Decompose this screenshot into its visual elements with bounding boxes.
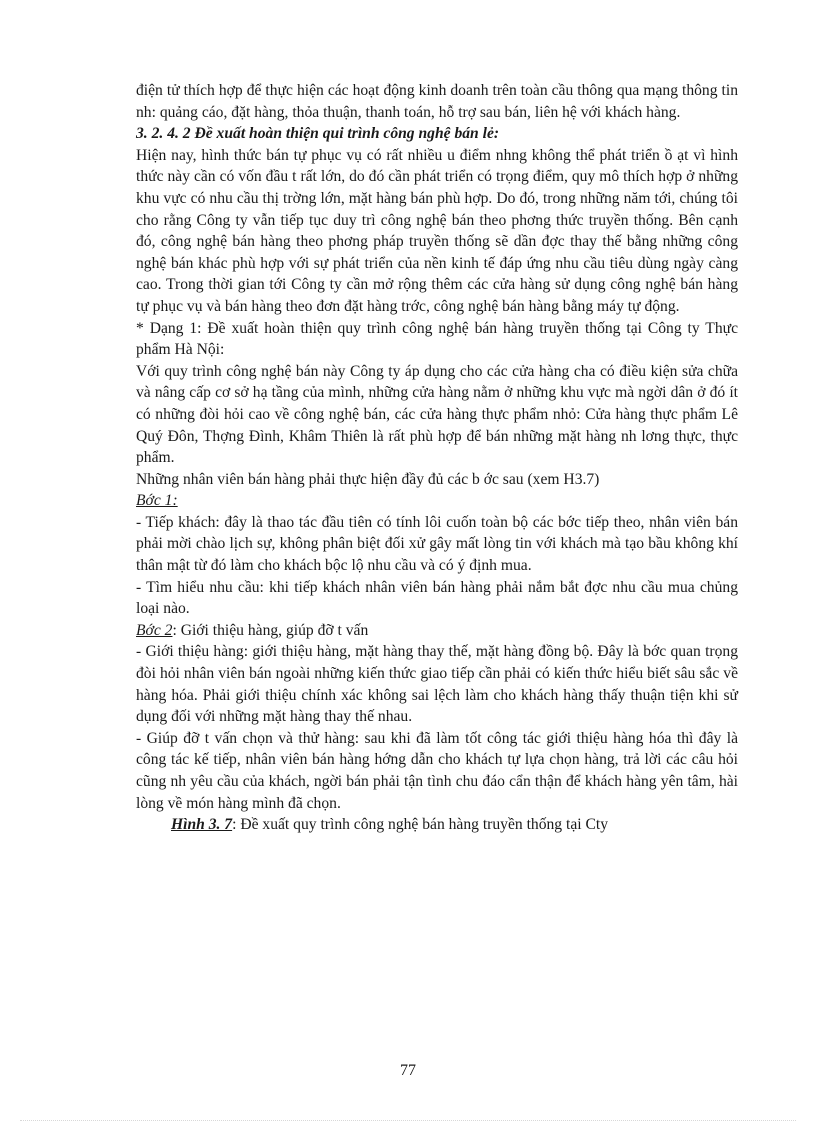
section-heading: 3. 2. 4. 2 Đề xuất hoàn thiện qui trình công nghệ bán lẻ:	[136, 125, 500, 143]
paragraph-steps-intro: Những nhân viên bán hàng phải thực hiện đầy đủ các b ớc sau (xem H3.7)	[136, 470, 600, 488]
step2-item: - Giúp đỡ t vấn chọn và thử hàng: sau khi đã làm tốt công tác giới thiệu hàng hóa thì đây là công tác kế tiếp, nhân viên bán hàng hớng dẫn cho khách tự lựa chọn hàng, trả lời các câu hỏi cũng nh yêu cầu của khách, ngời bán phải tận tình chu đáo cẩn thận để khách hàng yên tâm, hài lòng về món hàng mình đã chọn.	[136, 729, 738, 812]
paragraph-intro: điện tử thích hợp để thực hiện các hoạt động kinh doanh trên toàn cầu thông qua mạng thông tin nh: quảng cáo, đặt hàng, thỏa thuận, thanh toán, hỗ trợ sau bán, liên hệ với khách hàng.	[136, 82, 738, 121]
figure-caption	[136, 814, 738, 836]
step2-label: Bớc 2	[136, 621, 173, 639]
step1-heading	[136, 490, 738, 512]
step1-label: Bớc 1:	[136, 492, 178, 510]
paragraph-retail: Hiện nay, hình thức bán tự phục vụ có rất nhiều u điểm nhng không thể phát triển ồ ạt vì hình thức này cần có vốn đầu t rất lớn, do đó cần phát triển có trọng điểm, quy mô thích hợp ở những khu vực có nhu cầu thị trờng lớn, mặt hàng bán phù hợp. Do đó, trong những năm tới, chúng tôi cho rằng Công ty vẫn tiếp tục duy trì công nghệ bán theo phơng thức truyền thống. Bên cạnh đó, công nghệ bán hàng theo phơng pháp truyền thống sẽ dần đợc thay thế bằng những công nghệ bán khác phù hợp với sự phát triển của nền kinh tế đáp ứng nhu cầu tiêu dùng ngày càng cao. Trong thời gian tới Công ty cần mở rộng thêm các cửa hàng sử dụng công nghệ bán hàng tự phục vụ và bán hàng theo đơn đặt hàng trớc, công nghệ bán hàng bằng máy tự động.	[136, 146, 738, 315]
paragraph-process: Với quy trình công nghệ bán này Công ty áp dụng cho các cửa hàng cha có điều kiện sửa chữa và nâng cấp cơ sở hạ tầng của mình, những cửa hàng nằm ở những khu vực mà ngời dân ở đó ít có những đòi hỏi cao về công nghệ bán, các cửa hàng thực phẩm nhỏ: Cửa hàng thực phẩm Lê Quý Đôn, Thợng Đình, Khâm Thiên là rất phù hợp để bán những mặt hàng nh lơng thực, thực phẩm.	[136, 362, 738, 467]
page-number: 77	[400, 1062, 416, 1079]
step2-item: - Giới thiệu hàng: giới thiệu hàng, mặt hàng thay thế, mặt hàng đồng bộ. Đây là bớc quan trọng đòi hỏi nhân viên bán ngoài những kiến thức giao tiếp cần phải có kiến thức hiểu biết sâu sắc về hàng hóa. Phải giới thiệu chính xác không sai lệch làm cho khách hàng thấy thuận tiện khi sử dụng đối với những mặt hàng thay thế nhau.	[136, 643, 738, 726]
figure-label: Hình 3. 7	[171, 816, 233, 834]
paragraph-type1: * Dạng 1: Đề xuất hoàn thiện quy trình công nghệ bán hàng truyền thống tại Công ty Thực phẩm Hà Nội:	[136, 319, 738, 359]
footer-divider	[20, 1120, 796, 1121]
step2-heading	[136, 620, 738, 642]
step2-title: : Giới thiệu hàng, giúp đỡ t vấn	[172, 621, 369, 639]
step1-item: - Tìm hiểu nhu cầu: khi tiếp khách nhân viên bán hàng phải nắm bắt đợc nhu cầu mua chủng loại nào.	[136, 578, 738, 618]
document-page	[136, 80, 738, 836]
figure-caption-text: : Đề xuất quy trình công nghệ bán hàng truyền thống tại Cty	[232, 816, 609, 834]
step1-item: - Tiếp khách: đây là thao tác đầu tiên có tính lôi cuốn toàn bộ các bớc tiếp theo, nhân viên bán phải mời chào lịch sự, không phân biệt đối xử gây mất lòng tin với khách mà tạo bầu không khí thân mật từ đó làm cho khách bộc lộ nhu cầu và có ý định mua.	[136, 513, 738, 575]
